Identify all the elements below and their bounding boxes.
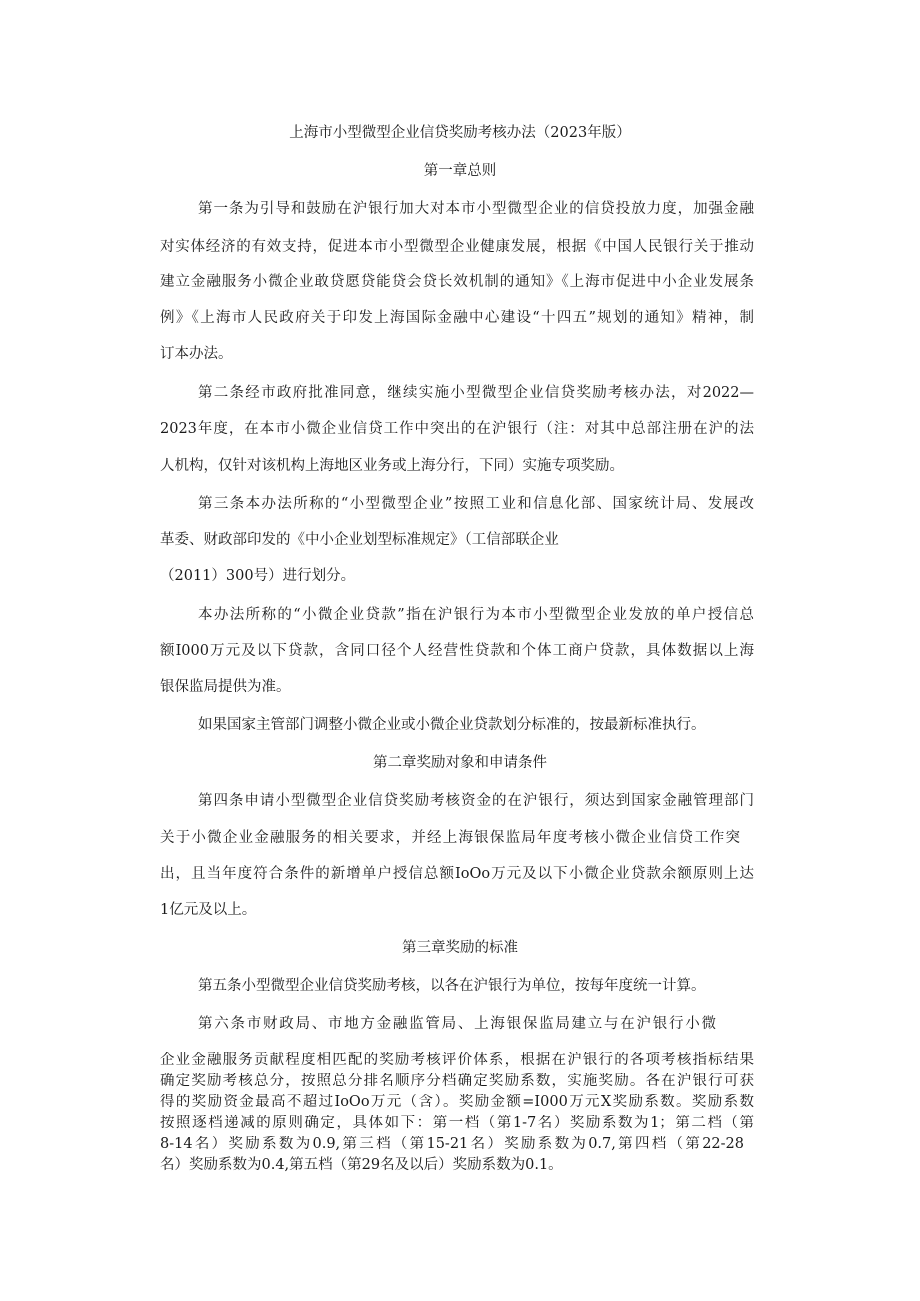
paragraph-line: 第三条本办法所称的“小型微型企业”按照工业和信息化部、国家统计局、发展改 (198, 496, 754, 512)
paragraph-line: 第一条为引导和鼓励在沪银行加大对本市小型微型企业的信贷投放力度，加强金融 (198, 201, 754, 217)
paragraph-line: 名）奖励系数为0.4,第五档（第29名及以后）奖励系数为0.1。 (160, 1157, 563, 1173)
paragraph-line: 关于小微企业金融服务的相关要求，并经上海银保监局年度考核小微企业信贷工作突 (160, 830, 740, 846)
document-title: 上海市小型微型企业信贷奖励考核办法（2023年版） (289, 125, 631, 141)
paragraph-line: 革委、财政部印发的《中小企业划型标准规定》（工信部联企业 (160, 532, 559, 548)
paragraph-line: 第二条经市政府批准同意，继续实施小型微型企业信贷奖励考核办法，对2022— (198, 385, 754, 401)
paragraph-line: 出，且当年度符合条件的新增单户授信总额IoOo万元及以下小微企业贷款余额原则上达 (160, 866, 754, 882)
paragraph-line: 银保监局提供为准。 (160, 679, 291, 695)
chapter-heading: 第二章奖励对象和申请条件 (373, 755, 547, 771)
paragraph-line: 第四条申请小型微型企业信贷奖励考核资金的在沪银行，须达到国家金融管理部门 (198, 793, 754, 809)
paragraph-line: 订本办法。 (160, 346, 233, 362)
paragraph-line: 对实体经济的有效支持，促进本市小型微型企业健康发展，根据《中国人民银行关于推动 (160, 239, 754, 255)
paragraph-line: 建立金融服务小微企业敢贷愿贷能贷会贷长效机制的通知》《上海市促进中小企业发展条 (160, 274, 754, 290)
paragraph-line: 8-14名）奖励系数为0.9,第三档（第15-21名）奖励系数为0.7,第四档（第22-28 (160, 1136, 744, 1152)
chapter-heading: 第一章总则 (423, 163, 497, 179)
paragraph-line: 例》《上海市人民政府关于印发上海国际金融中心建设“十四五”规划的通知》精神，制 (160, 310, 754, 326)
chapter-heading: 第三章奖励的标准 (402, 940, 518, 956)
paragraph-line: 额I000万元及以下贷款，含同口径个人经营性贷款和个体工商户贷款，具体数据以上海 (160, 643, 754, 659)
paragraph-line: （2011）300号）进行划分。 (160, 568, 356, 584)
paragraph-line: 1亿元及以上。 (160, 902, 257, 918)
paragraph-line: 第五条小型微型企业信贷奖励考核，以各在沪银行为单位，按每年度统一计算。 (198, 978, 706, 994)
paragraph-line: 2023年度，在本市小微企业信贷工作中突出的在沪银行（注：对其中总部注册在沪的法 (160, 421, 754, 437)
paragraph-line: 确定奖励考核总分，按照总分排名顺序分档确定奖励系数，实施奖励。各在沪银行可获 (160, 1073, 754, 1089)
paragraph-line: 得的奖励资金最高不超过IoOo万元（含）。奖励金额=I000万元X奖励系数。奖励系数 (160, 1094, 754, 1110)
paragraph-line: 企业金融服务贡献程度相匹配的奖励考核评价体系，根据在沪银行的各项考核指标结果 (160, 1052, 754, 1068)
paragraph-line: 如果国家主管部门调整小微企业或小微企业贷款划分标准的，按最新标准执行。 (198, 717, 706, 733)
paragraph-line: 按照逐档递减的原则确定，具体如下：第一档（第1-7名）奖励系数为1；第二档（第 (160, 1115, 754, 1131)
paragraph-line: 第六条市财政局、市地方金融监管局、上海银保监局建立与在沪银行小微 (198, 1016, 716, 1032)
paragraph-line: 人机构，仅针对该机构上海地区业务或上海分行，下同）实施专项奖励。 (160, 458, 624, 474)
paragraph-line: 本办法所称的“小微企业贷款”指在沪银行为本市小型微型企业发放的单户授信总 (198, 607, 754, 623)
